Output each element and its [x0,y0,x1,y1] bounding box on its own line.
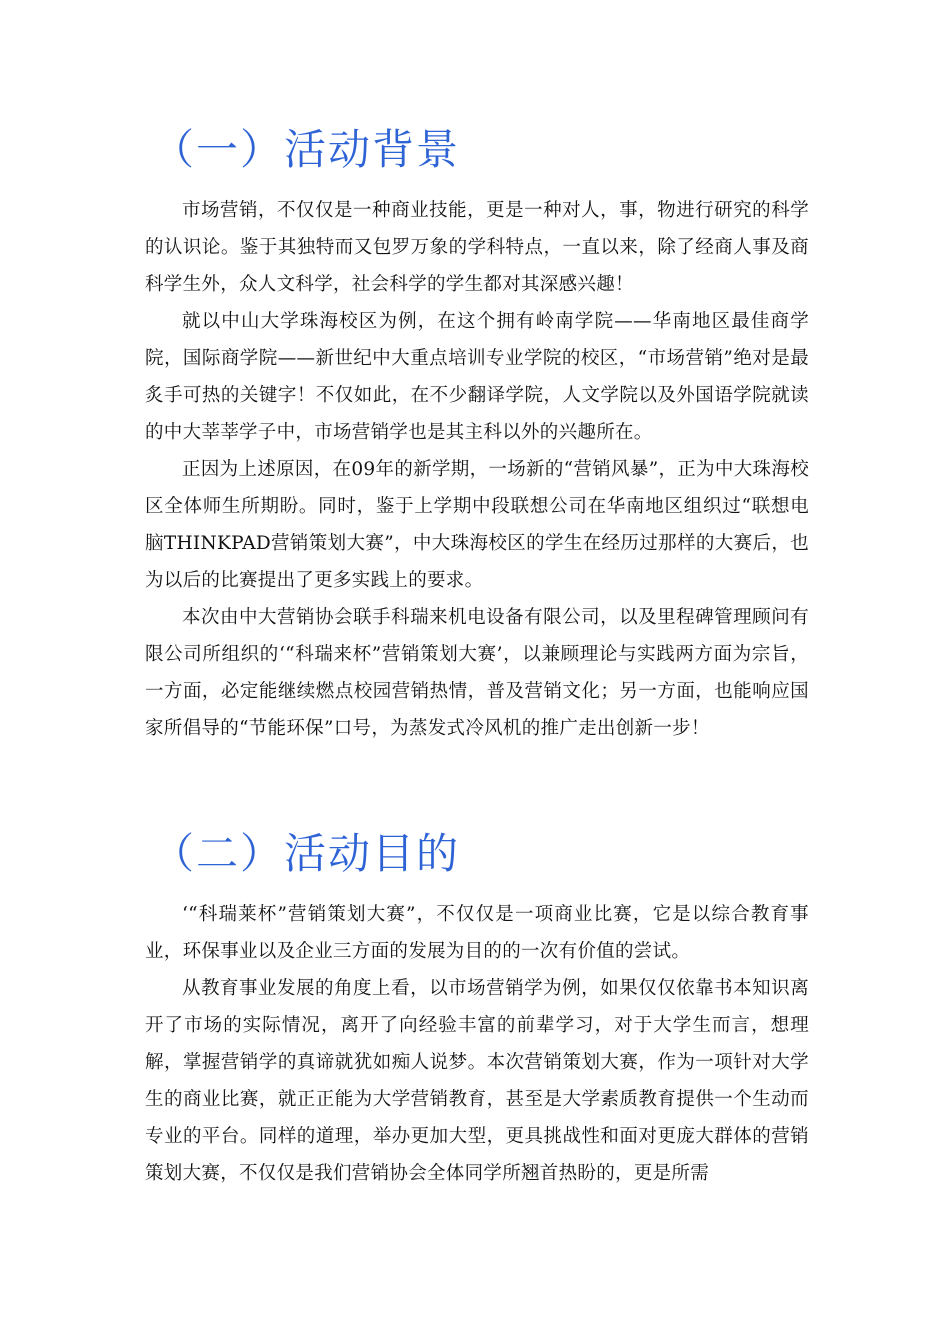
paragraph: 本次由中大营销协会联手科瑞来机电设备有限公司，以及里程碑管理顾问有限公司所组织的‘“科瑞来杯”营销策划大赛’，以兼顾理论与实践两方面为宗旨，一方面，必定能继续燃点校园营销热情，普及营销文化；另一方面，也能响应国家所倡导的“节能环保”口号，为蒸发式冷风机的推广走出创新一步！ [145,607,809,739]
section-body [145,896,809,1192]
section-heading: （一）活动背景 [152,125,461,174]
section-body [145,192,809,747]
paragraph: 正因为上述原因，在09年的新学期，一场新的“营销风暴”，正为中大珠海校区全体师生所期盼。同时，鉴于上学期中段联想公司在华南地区组织过“联想电脑THINKPAD营销策划大赛”，中大珠海校区的学生在经历过那样的大赛后，也为以后的比赛提出了更多实践上的要求。 [145,459,809,591]
section-activity-background [0,118,950,747]
paragraph: 市场营销，不仅仅是一种商业技能，更是一种对人，事，物进行研究的科学的认识论。鉴于其独特而又包罗万象的学科特点，一直以来，除了经商人事及商科学生外，众人文科学，社会科学的学生都对其深感兴趣！ [145,200,809,295]
paragraph: ‘“科瑞莱杯”营销策划大赛”，不仅仅是一项商业比赛，它是以综合教育事业，环保事业以及企业三方面的发展为目的的一次有价值的尝试。 [145,904,809,962]
paragraph: 从教育事业发展的角度上看，以市场营销学为例，如果仅仅依靠书本知识离开了市场的实际情况，离开了向经验丰富的前辈学习，对于大学生而言，想理解，掌握营销学的真谛就犹如痴人说梦。本次营销策划大赛，作为一项针对大学生的商业比赛，就正正能为大学营销教育，甚至是大学素质教育提供一个生动而专业的平台。同样的道理，举办更加大型，更具挑战性和面对更庞大群体的营销策划大赛，不仅仅是我们营销协会全体同学所翘首热盼的，更是所需 [145,978,809,1184]
paragraph: 就以中山大学珠海校区为例，在这个拥有岭南学院——华南地区最佳商学院，国际商学院——新世纪中大重点培训专业学院的校区，“市场营销”绝对是最炙手可热的关键字！不仅如此，在不少翻译学院，人文学院以及外国语学院就读的中大莘莘学子中，市场营销学也是其主科以外的兴趣所在。 [145,311,809,443]
section-activity-purpose [0,822,950,1192]
section-heading: （二）活动目的 [152,829,461,878]
